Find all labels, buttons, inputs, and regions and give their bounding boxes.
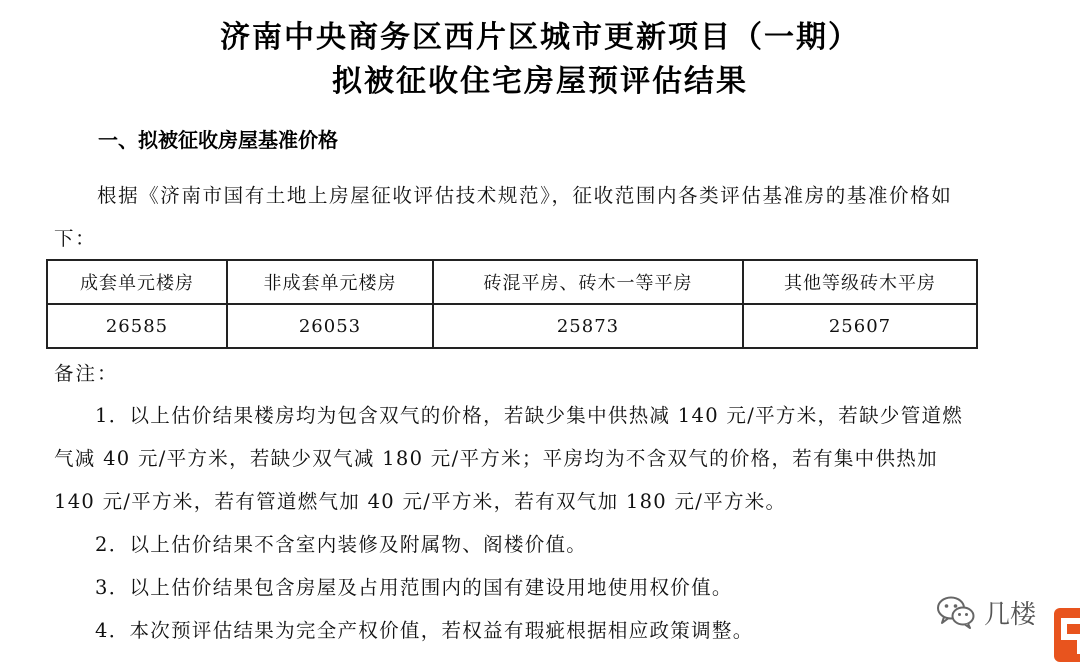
- notes-label: 备注：: [54, 362, 119, 385]
- document-title-line-2: 拟被征收住宅房屋预评估结果: [332, 64, 748, 99]
- watermark-text: 几楼: [984, 599, 1037, 630]
- table-header-cell: 非成套单元楼房: [227, 260, 433, 304]
- price-cell: 26585: [47, 304, 227, 348]
- note-item-4: 4．本次预评估结果为完全产权价值，若权益有瑕疵根据相应政策调整。: [95, 619, 754, 642]
- note-item-1: 1．以上估价结果楼房均为包含双气的价格，若缺少集中供热减 140 元/平方米，若缺少管道燃气减 40 元/平方米，若缺少双气减 180 元/平方米；平房均为不含双气的价格，若有集中供热加 140 元/平方米，若有管道燃气加 40 元/平方米，若有双气加 180 元/平方米。: [54, 404, 964, 513]
- note-item-3: 3．以上估价结果包含房屋及占用范围内的国有建设用地使用权价值。: [95, 576, 733, 599]
- table-header-cell: 成套单元楼房: [47, 260, 227, 304]
- brand-logo: [1052, 606, 1080, 662]
- table-row: [47, 304, 977, 348]
- price-cell: 25607: [743, 304, 977, 348]
- wechat-icon: [936, 595, 976, 629]
- document-title-line-1: 济南中央商务区西片区城市更新项目（一期）: [220, 20, 860, 55]
- table-header-cell: 砖混平房、砖木一等平房: [433, 260, 743, 304]
- price-cell: 26053: [227, 304, 433, 348]
- note-item-2: 2．以上估价结果不含室内装修及附属物、阁楼价值。: [95, 533, 588, 556]
- intro-paragraph: 根据《济南市国有土地上房屋征收评估技术规范》，征收范围内各类评估基准房的基准价格如下：: [54, 184, 953, 250]
- brand-logo-icon: [1052, 606, 1080, 662]
- price-table: [46, 259, 978, 349]
- section-heading: 一、拟被征收房屋基准价格: [98, 128, 338, 152]
- table-header-row: [47, 260, 977, 304]
- price-cell: 25873: [433, 304, 743, 348]
- table-header-cell: 其他等级砖木平房: [743, 260, 977, 304]
- watermark: [936, 592, 1036, 632]
